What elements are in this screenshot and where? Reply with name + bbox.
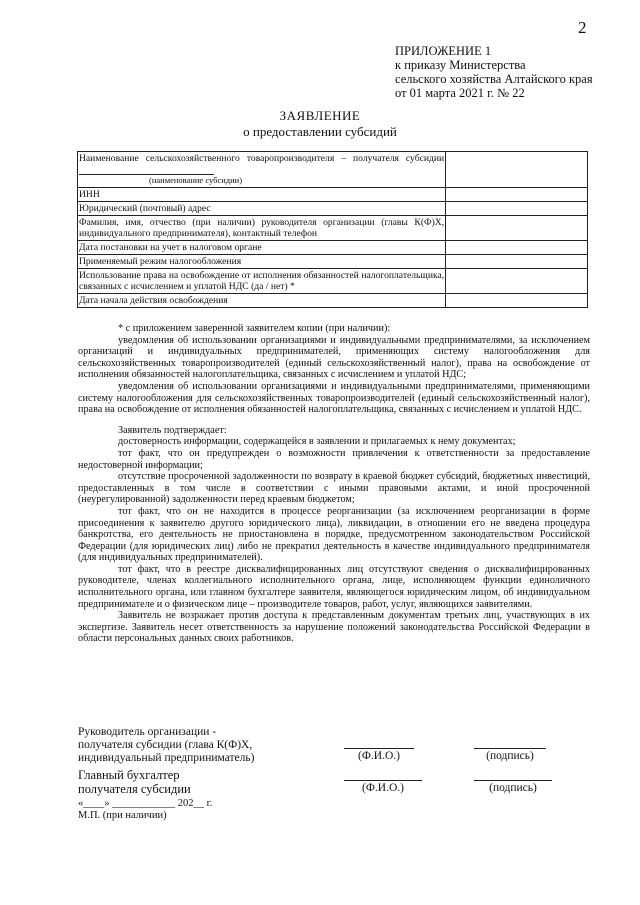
form-label-address: Юридический (почтовый) адрес bbox=[78, 202, 446, 216]
form-value-exemption-start-date[interactable] bbox=[446, 294, 588, 308]
head-label-line-2: получателя субсидии (глава К(Ф)Х, bbox=[78, 739, 253, 751]
form-value-address[interactable] bbox=[446, 202, 588, 216]
stamp-placeholder: М.П. (при наличии) bbox=[78, 810, 167, 821]
form-label-tax-registration-date: Дата постановки на учет в налоговом органе bbox=[78, 241, 446, 255]
form-value-vat-exemption[interactable] bbox=[446, 269, 588, 294]
paragraph-notice-2: уведомления об использовании организациями и индивидуальными предпринимателями, применяющими систему налогообложения для сельскохозяйственных товаропроизводителей (единый сельскохозяйственный налог), права на освобождение от исполнения обязанностей налогоплательщика, связанных с исчислением и уплатой НДС. bbox=[78, 380, 590, 416]
subsidy-name-caption: (наименование субсидии) bbox=[149, 175, 243, 185]
page-number: 2 bbox=[578, 18, 587, 37]
accountant-label-line-2: получателя субсидии bbox=[78, 782, 191, 796]
paragraph-no-debt: отсутствие просроченной задолженности по возврату в краевой бюджет субсидий, бюджетных инвестиций, предоставленных в том числе в соответствии с иными правовыми актами, и иной просроченной (неурегулированной) задолженности перед краевым бюджетом; bbox=[78, 471, 590, 506]
paragraph-no-reorganization: тот факт, что он не находится в процессе реорганизации (за исключением реорганизации в форме присоединения к заявителю другого юридического лица), ликвидации, в отношении его не введена процедура банкротства, его деятельность не приостановлена в порядке, предусмотренном законодательством Российской Федерации (для юридических лиц) либо не прекратил деятельность в качестве индивидуального предпринимателя (для индивидуальных предпринимателей). bbox=[78, 505, 590, 564]
form-row-head bbox=[78, 216, 588, 241]
form-label-head: Фамилия, имя, отчество (при наличии) руководителя организации (главы К(Ф)Х, индивидуального предпринимателя), контактный телефон bbox=[79, 217, 445, 239]
form-row-inn bbox=[78, 188, 588, 202]
form-value-tax-registration-date[interactable] bbox=[446, 241, 588, 255]
application-form-table bbox=[77, 151, 588, 308]
paragraph-confirms: Заявитель подтверждает: bbox=[118, 424, 227, 436]
head-label-line-3: индивидуальный предприниматель) bbox=[78, 752, 255, 764]
appendix-line-3: сельского хозяйства Алтайского края bbox=[395, 72, 593, 86]
date-line[interactable]: «____» ____________ 202__ г. bbox=[78, 798, 213, 809]
document-subtitle: о предоставлении субсидий bbox=[243, 124, 397, 139]
accountant-signature-label bbox=[78, 768, 191, 796]
head-signature-field[interactable]: (подпись) bbox=[474, 748, 546, 762]
paragraph-warned: тот факт, что он предупрежден о возможности привлечения к ответственности за предоставление недостоверной информации; bbox=[78, 447, 590, 471]
accountant-fio-field[interactable]: (Ф.И.О.) bbox=[344, 780, 422, 794]
form-label-text: Наименование сельскохозяйственного товаропроизводителя – получателя субсидии bbox=[79, 153, 445, 164]
head-fio-field[interactable]: (Ф.И.О.) bbox=[344, 748, 414, 762]
appendix-line-4: от 01 марта 2021 г. № 22 bbox=[395, 86, 525, 100]
form-row-address bbox=[78, 202, 588, 216]
form-row-exemption-start-date bbox=[78, 294, 588, 308]
document-title: ЗАЯВЛЕНИЕ bbox=[279, 108, 361, 123]
form-value-recipient-name[interactable] bbox=[446, 152, 588, 188]
head-label-line-1: Руководитель организации - bbox=[78, 726, 217, 738]
form-label-recipient-name bbox=[78, 152, 446, 188]
head-signature-label bbox=[78, 726, 254, 765]
form-row-recipient-name bbox=[78, 152, 588, 188]
form-row-tax-registration-date bbox=[78, 241, 588, 255]
appendix-line-2: к приказу Министерства bbox=[395, 58, 526, 72]
subsidy-name-underline bbox=[79, 165, 214, 175]
accountant-label-line-1: Главный бухгалтер bbox=[78, 768, 180, 782]
form-label-vat-exemption: Использование права на освобождение от исполнения обязанностей налогоплательщика, связанных с исчислением и уплатой НДС (да / нет) * bbox=[79, 270, 445, 292]
form-label-exemption-start-date: Дата начала действия освобождения bbox=[78, 294, 446, 308]
paragraph-no-objection: Заявитель не возражает против доступа к представленным документам третьих лиц, участвующих в их экспертизе. Заявитель несет ответственность за нарушение положений законодательства Российской Федерации в области персональных данных своих работников. bbox=[78, 610, 590, 645]
form-value-inn[interactable] bbox=[446, 188, 588, 202]
form-value-tax-regime[interactable] bbox=[446, 255, 588, 269]
form-value-head[interactable] bbox=[446, 216, 588, 241]
paragraph-footnote: * с приложением заверенной заявителем копии (при наличии): bbox=[118, 323, 391, 334]
paragraph-reliability: достоверность информации, содержащейся в заявлении и прилагаемых к нему документах; bbox=[118, 436, 516, 448]
form-row-vat-exemption bbox=[78, 269, 588, 294]
statement-body bbox=[78, 323, 590, 645]
paragraph-notice-1: уведомления об использовании организациями и индивидуальными предпринимателями, за исключением организаций и индивидуальных предпринимателей, применяющих систему налогообложения для сельскохозяйственных товаропроизводителей (единый сельскохозяйственный налог), права на освобождение от исполнения обязанностей налогоплательщика, связанных с исчислением и уплатой НДС; bbox=[78, 334, 590, 381]
accountant-signature-field[interactable]: (подпись) bbox=[474, 780, 552, 794]
appendix-line-1: ПРИЛОЖЕНИЕ 1 bbox=[395, 44, 492, 58]
form-label-inn: ИНН bbox=[78, 188, 446, 202]
paragraph-disqualification: тот факт, что в реестре дисквалифицированных лиц отсутствуют сведения о дисквалифицированных руководителе, членах коллегиального исполнительного органа, лице, исполняющем функции единоличного исполнительного органа, или главном бухгалтере заявителя, являющегося юридическим лицом, об индивидуальном предпринимателе и о физическом лице – производителе товаров, работ, услуг, являющихся заявителями. bbox=[78, 563, 590, 610]
form-row-tax-regime bbox=[78, 255, 588, 269]
form-label-tax-regime: Применяемый режим налогообложения bbox=[78, 255, 446, 269]
appendix-block bbox=[395, 44, 593, 100]
